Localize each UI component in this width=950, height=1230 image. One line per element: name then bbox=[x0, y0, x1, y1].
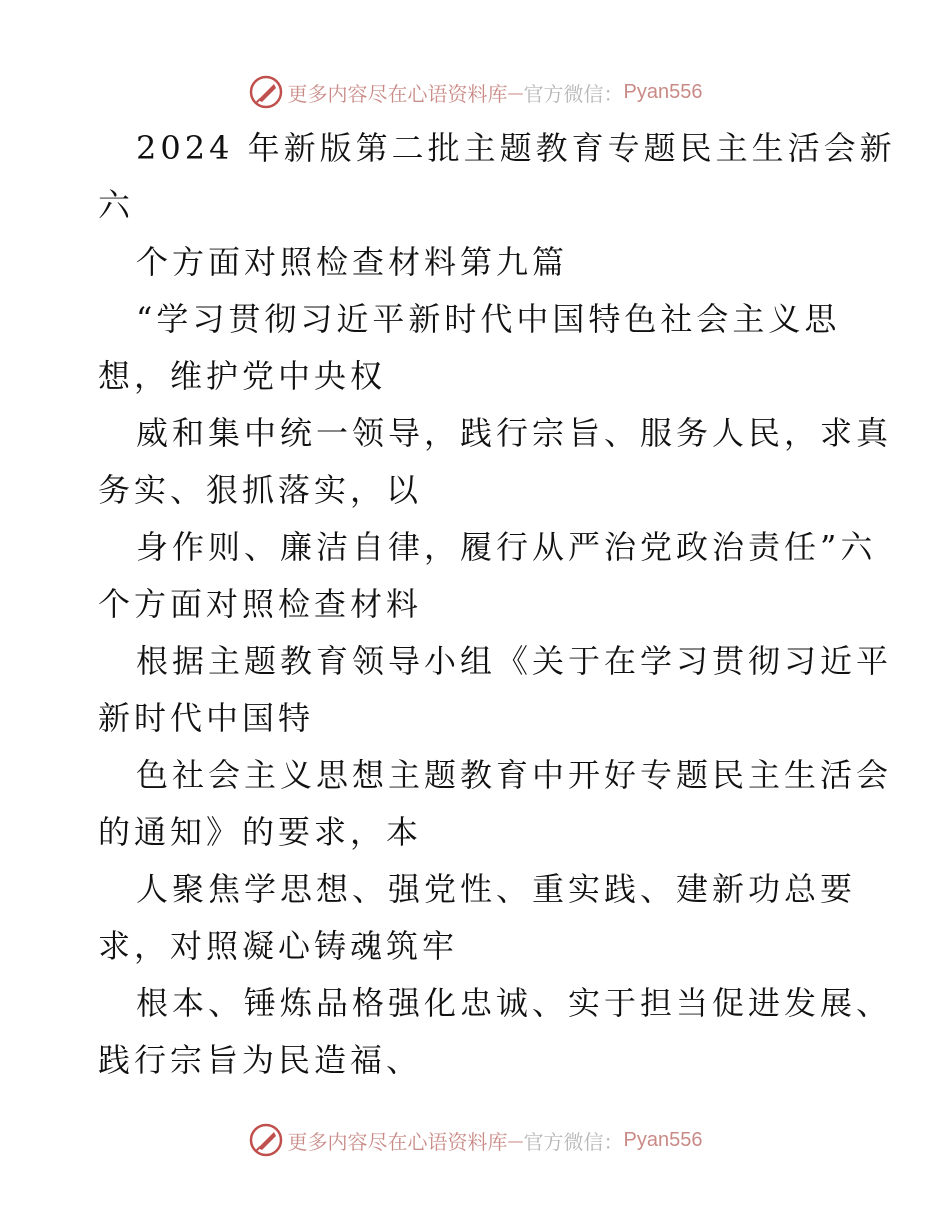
paragraph-line: 求，对照凝心铸魂筑牢 bbox=[98, 927, 459, 965]
paragraph-line: 新时代中国特 bbox=[98, 699, 315, 737]
paragraph-line: 威和集中统一领导，践行宗旨、服务人民，求真 bbox=[136, 414, 893, 452]
paragraph-line: 身作则、廉洁自律，履行从严治党政治责任”六 bbox=[136, 528, 877, 566]
paragraph-line: 根本、锤炼品格强化忠诚、实于担当促进发展、 bbox=[136, 984, 893, 1022]
paragraph-line: 务实、狠抓落实，以 bbox=[98, 471, 423, 509]
paragraph-line: 色社会主义思想主题教育中开好专题民主生活会 bbox=[136, 756, 893, 794]
watermark-official-label: 官方微信： bbox=[523, 1129, 624, 1154]
watermark-separator: — bbox=[507, 82, 524, 102]
paragraph-line: “学习贯彻习近平新时代中国特色社会主义思 bbox=[136, 300, 841, 338]
paragraph-line: 想，维护党中央权 bbox=[98, 357, 387, 395]
watermark-brand-text: 更多内容尽在心语资料库 bbox=[287, 81, 508, 106]
watermark-wechat-id: Pyan556 bbox=[623, 1128, 703, 1151]
paragraph-line: 个方面对照检查材料 bbox=[98, 585, 423, 623]
header-watermark bbox=[0, 72, 950, 112]
footer-watermark bbox=[0, 1120, 950, 1160]
quill-pen-logo-icon bbox=[248, 74, 284, 110]
watermark-separator: — bbox=[507, 1130, 524, 1150]
watermark-official-label: 官方微信： bbox=[523, 81, 624, 106]
watermark-wechat-id: Pyan556 bbox=[623, 80, 703, 103]
document-body bbox=[98, 120, 896, 1089]
paragraph-line: 人聚焦学思想、强党性、重实践、建新功总要 bbox=[136, 870, 857, 908]
quill-pen-logo-icon bbox=[248, 1122, 284, 1158]
title-line-2: 六 bbox=[98, 186, 135, 224]
paragraph-line: 的通知》的要求，本 bbox=[98, 813, 423, 851]
title-line-1: 2024 年新版第二批主题教育专题民主生活会新 bbox=[136, 129, 896, 167]
title-line-3: 个方面对照检查材料第九篇 bbox=[136, 243, 569, 281]
watermark-brand-text: 更多内容尽在心语资料库 bbox=[287, 1129, 508, 1154]
paragraph-line: 根据主题教育领导小组《关于在学习贯彻习近平 bbox=[136, 642, 893, 680]
paragraph-line: 践行宗旨为民造福、 bbox=[98, 1041, 423, 1079]
